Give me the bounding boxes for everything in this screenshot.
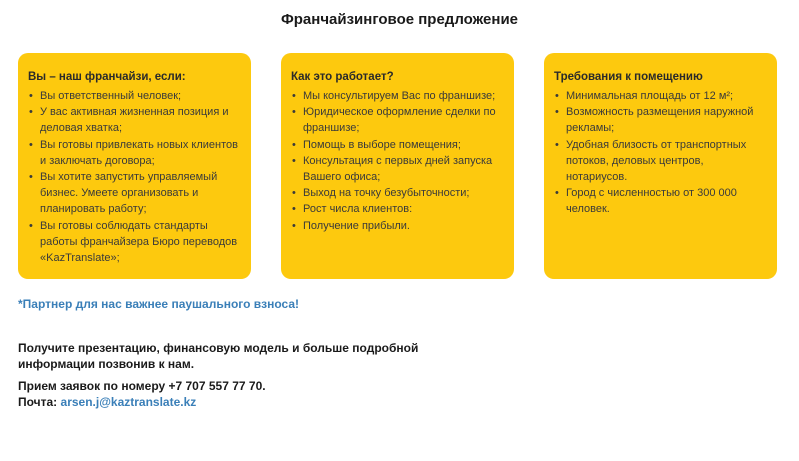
bullet-icon: • (29, 106, 33, 119)
list-item: • Юридическое оформление сделки по франшизе; (292, 106, 496, 135)
list-item: • Вы готовы соблюдать стандарты работы франчайзера Бюро переводов «KazTranslate»; (29, 219, 238, 265)
page-title: Франчайзинговое предложение (280, 11, 519, 28)
cards-row (18, 53, 783, 279)
bullet-icon: • (29, 90, 33, 102)
email-line (18, 394, 196, 410)
phone-text: Прием заявок по номеру +7 707 557 77 70. (18, 379, 266, 393)
bullet-icon: • (292, 187, 296, 200)
list-item: • Мы консультируем Вас по франшизе; (291, 88, 502, 104)
card-list (28, 88, 239, 266)
bullet-icon: • (292, 138, 296, 151)
list-item: • Минимальная площадь от 12 м²; (554, 88, 765, 104)
card-list (291, 88, 502, 234)
list-item: • У вас активная жизненная позиция и деловая хватка; (29, 106, 229, 135)
bullet-icon: • (555, 187, 559, 200)
bullet-icon: • (29, 171, 33, 184)
bullet-icon: • (292, 219, 296, 232)
card-title: Требования к помещению (554, 71, 703, 83)
list-item: • Возможность размещения наружной рекламы; (555, 106, 754, 135)
list-item: • Удобная близость от транспортных потоков, деловых центров, нотариусов. (555, 138, 747, 184)
card-list (554, 88, 765, 218)
info-text: Получите презентацию, финансовую модель и больше подробной информации позвонив к нам. (18, 341, 419, 371)
list-item: • Вы ответственный человек; (28, 88, 239, 104)
bullet-icon: • (29, 138, 33, 151)
bullet-icon: • (555, 106, 559, 119)
list-item: • Помощь в выборе помещения; (291, 137, 502, 153)
bullet-icon: • (292, 106, 296, 119)
email-link[interactable]: arsen.j@kaztranslate.kz (60, 395, 197, 409)
list-item: • Вы хотите запустить управляемый бизнес. Умеете организовать и планировать работу; (29, 171, 218, 216)
list-item: • Выход на точку безубыточности; (291, 185, 502, 201)
list-item: • Получение прибыли. (291, 218, 502, 234)
list-item: • Консультация с первых дней запуска Вашего офиса; (292, 154, 493, 184)
bullet-icon: • (29, 219, 33, 232)
card-how-it-works (281, 53, 514, 279)
list-item: • Вы готовы привлекать новых клиентов и заключать договора; (29, 138, 238, 167)
bullet-icon: • (292, 90, 296, 102)
bullet-icon: • (555, 90, 559, 102)
bullet-icon: • (292, 154, 296, 167)
bullet-icon: • (555, 138, 559, 151)
partner-note: *Партнер для нас важнее паушального взноса! (18, 297, 300, 311)
email-label: Почта: (18, 395, 58, 409)
list-item: • Рост числа клиентов: (291, 201, 502, 217)
card-premises-requirements (544, 53, 777, 279)
card-franchisee-requirements (18, 53, 251, 279)
card-title: Как это работает? (291, 71, 394, 83)
bullet-icon: • (292, 203, 296, 216)
list-item: • Город с численностью от 300 000 человек. (555, 187, 737, 216)
card-title: Вы – наш франчайзи, если: (28, 71, 186, 83)
